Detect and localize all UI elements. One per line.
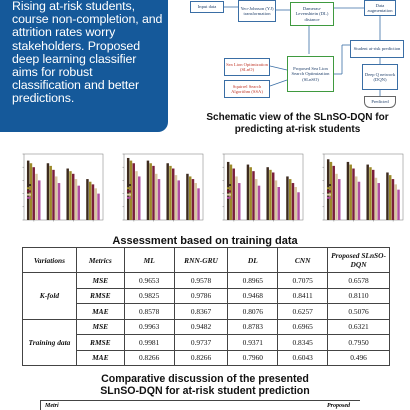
bar [169, 166, 171, 220]
value-cell: 0.9482 [174, 319, 228, 335]
bar [272, 172, 274, 220]
value-cell: 0.8578 [124, 304, 174, 320]
legend-swatch [27, 190, 31, 192]
legend-swatch [127, 187, 131, 189]
bar [78, 186, 80, 220]
bar [352, 169, 354, 220]
bar [172, 169, 174, 220]
group-kfold: K-fold [23, 273, 77, 320]
comparison-metrics-header: Metri [45, 403, 59, 409]
value-cell: 0.8411 [278, 288, 328, 304]
legend-swatch [27, 194, 31, 196]
yj-label: Yeo-Johnson (YJ) transformation [240, 5, 274, 16]
bar [197, 188, 199, 220]
bar [292, 183, 294, 220]
value-cell: 0.9578 [174, 273, 228, 289]
bar [89, 182, 91, 220]
value-cell: 0.9653 [124, 273, 174, 289]
table-row [23, 304, 390, 320]
legend-swatch [327, 184, 331, 186]
header-ml: ML [124, 248, 174, 273]
bar [130, 161, 132, 220]
bar [178, 180, 180, 220]
bar [349, 165, 351, 220]
results-table-wrap [22, 247, 390, 366]
predicted-label: Predicted [371, 99, 389, 105]
legend-swatch [327, 197, 331, 199]
bar [38, 180, 40, 220]
metric-cell: MSE [76, 273, 124, 289]
legend-swatch [227, 187, 231, 189]
intro-text: Rising at-risk students, course non-completion, and attrition rates worry stakeholders. Proposed deep learning classifier aims for robust classification and better predictions. [12, 0, 163, 106]
bar [149, 163, 151, 220]
value-cell: 0.8345 [278, 335, 328, 351]
comparison-proposed-header: Proposed [327, 403, 350, 409]
metric-cell: MAE [76, 304, 124, 320]
bar [258, 186, 260, 220]
bar [355, 176, 357, 220]
dqn-box [362, 64, 398, 90]
value-cell: 0.9468 [228, 288, 278, 304]
value-cell: 0.496 [328, 350, 390, 366]
bar [375, 178, 377, 220]
legend-swatch [327, 190, 331, 192]
bar [27, 161, 29, 220]
table-row [23, 273, 390, 289]
dl-distance-box [290, 2, 334, 26]
augmentation-label: Data augmentation [367, 2, 393, 13]
value-cell: 0.9981 [124, 335, 174, 351]
slno-label: Sea Lion Optimization (SLnO) [226, 61, 268, 72]
header-cnn: CNN [278, 248, 328, 273]
bar [297, 192, 299, 220]
header-variations: Variations [23, 248, 77, 273]
value-cell: 0.6578 [328, 273, 390, 289]
prediction-box [350, 40, 404, 58]
legend-swatch [27, 197, 31, 199]
predicted-box [364, 96, 396, 108]
bar [32, 167, 34, 220]
ssa-label: Squirrel Search Algorithm (SSA) [231, 83, 263, 94]
bar [289, 179, 291, 220]
prediction-label: Student at-risk prediction [353, 46, 401, 52]
legend-swatch [327, 187, 331, 189]
bar [395, 184, 397, 220]
comparison-table-stub [40, 400, 360, 410]
metric-cell: RMSE [76, 335, 124, 351]
chart-2 [114, 150, 206, 232]
value-cell: 0.9786 [174, 288, 228, 304]
bar [335, 174, 337, 220]
bar [147, 161, 149, 220]
bar [378, 183, 380, 220]
legend-swatch [127, 197, 131, 199]
chart-2-svg [114, 150, 206, 232]
bar [135, 171, 137, 220]
chart-4 [314, 150, 406, 232]
bar [86, 179, 88, 220]
legend-swatch [27, 184, 31, 186]
dl-label-2: Levenshtein (DL) [295, 11, 329, 17]
value-cell: 0.7950 [328, 335, 390, 351]
bar [132, 163, 134, 220]
comparison-title [0, 373, 410, 397]
bar [358, 182, 360, 220]
diagram-caption: Schematic view of the SLnSO-DQN for predicting at-risk students [206, 112, 389, 135]
metric-cell: MAE [76, 350, 124, 366]
bar [35, 174, 37, 220]
bar [369, 167, 371, 220]
bar [49, 166, 51, 220]
bar [332, 166, 334, 220]
chart-4-svg [314, 150, 406, 232]
bar [166, 163, 168, 220]
value-cell: 0.8266 [174, 350, 228, 366]
header-dl: DL [228, 248, 278, 273]
bar [238, 183, 240, 220]
bar [92, 184, 94, 220]
table-header-row [23, 248, 390, 273]
bar [249, 167, 251, 220]
value-cell: 0.8076 [228, 304, 278, 320]
legend-swatch [227, 184, 231, 186]
comparison-title-line-2: SLnSO-DQN for at-risk student prediction [100, 385, 310, 397]
bar [69, 171, 71, 220]
bar [95, 188, 97, 220]
bar [72, 174, 74, 220]
bar [389, 175, 391, 220]
bar [278, 187, 280, 220]
bar [75, 179, 77, 220]
dqn-label: Deep Q network (DQN) [364, 71, 396, 82]
legend-swatch [27, 187, 31, 189]
value-cell: 0.8110 [328, 288, 390, 304]
header-proposed: Proposed SLnSO-DQN [328, 248, 390, 273]
legend-swatch [327, 194, 331, 196]
value-cell: 0.8783 [228, 319, 278, 335]
bar [138, 176, 140, 220]
group-training-data: Training data [23, 319, 77, 366]
bar [155, 174, 157, 220]
value-cell: 0.7075 [278, 273, 328, 289]
charts-row [14, 150, 406, 232]
bar [372, 170, 374, 220]
bar [275, 180, 277, 220]
value-cell: 0.6965 [278, 319, 328, 335]
value-cell: 0.9737 [174, 335, 228, 351]
bar [347, 162, 349, 220]
bar [392, 179, 394, 220]
bar [158, 179, 160, 220]
bar [152, 166, 154, 220]
legend-swatch [127, 190, 131, 192]
dl-label-3: distance [304, 16, 320, 22]
header-rnn-gru: RNN-GRU [174, 248, 228, 273]
bar [338, 179, 340, 220]
value-cell: 0.6321 [328, 319, 390, 335]
bar [252, 171, 254, 220]
slnso-label: Proposed Sea Lion Search Optimization (SLnSO) [291, 66, 330, 82]
value-cell: 0.8965 [228, 273, 278, 289]
value-cell: 0.9825 [124, 288, 174, 304]
bar [58, 183, 60, 220]
legend-swatch [127, 194, 131, 196]
header-metrics: Metrics [76, 248, 124, 273]
chart-1-svg [14, 150, 106, 232]
bar [52, 170, 54, 220]
bar [47, 163, 49, 220]
value-cell: 0.6257 [278, 304, 328, 320]
metric-cell: RMSE [76, 288, 124, 304]
intro-panel [0, 0, 168, 132]
slno-box [224, 58, 270, 76]
bar [269, 170, 271, 220]
bar [97, 194, 99, 220]
yj-transformation-box [238, 0, 276, 22]
bar [186, 174, 188, 220]
table-row [23, 288, 390, 304]
bar [266, 167, 268, 220]
bar [66, 169, 68, 220]
bar [327, 159, 329, 220]
bar [255, 179, 257, 220]
bar [232, 169, 234, 220]
legend-swatch [227, 190, 231, 192]
bar [189, 176, 191, 220]
value-cell: 0.8367 [174, 304, 228, 320]
chart-1 [14, 150, 106, 232]
schematic-diagram [180, 0, 410, 130]
value-cell: 0.9963 [124, 319, 174, 335]
dl-label-1: Damerau- [302, 6, 322, 12]
ssa-box [224, 80, 270, 98]
legend-swatch [127, 184, 131, 186]
input-data-box [190, 1, 224, 13]
bar [397, 190, 399, 220]
bar [247, 165, 249, 220]
table-row [23, 350, 390, 366]
value-cell: 0.6043 [278, 350, 328, 366]
bar [366, 165, 368, 220]
value-cell: 0.7960 [228, 350, 278, 366]
input-data-label: Input data [197, 4, 217, 10]
chart-3 [214, 150, 306, 232]
value-cell: 0.8266 [124, 350, 174, 366]
slnso-box [287, 56, 334, 92]
results-table [22, 247, 390, 366]
assessment-title: Assessment based on training data [112, 235, 298, 247]
data-augmentation-box [364, 0, 396, 16]
table-row [23, 319, 390, 335]
comparison-title-line-1: Comparative discussion of the presented [101, 373, 309, 385]
bar [235, 176, 237, 220]
value-cell: 0.5076 [328, 304, 390, 320]
bar [386, 172, 388, 220]
bar [286, 176, 288, 220]
bar [195, 183, 197, 220]
bar [175, 175, 177, 220]
bar [55, 176, 57, 220]
bar [295, 187, 297, 220]
bar [192, 179, 194, 220]
table-row [23, 335, 390, 351]
chart-3-svg [214, 150, 306, 232]
legend-swatch [227, 197, 231, 199]
value-cell: 0.9371 [228, 335, 278, 351]
metric-cell: MSE [76, 319, 124, 335]
legend-swatch [227, 194, 231, 196]
